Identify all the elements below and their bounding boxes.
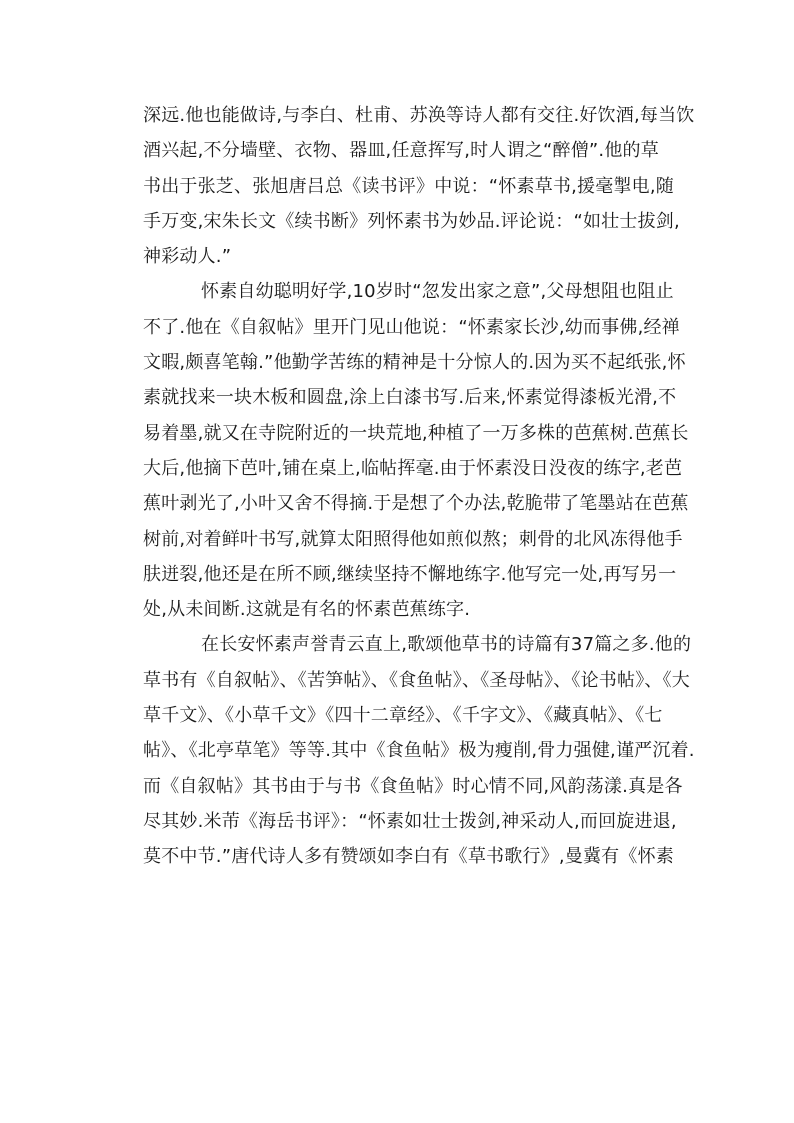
text-line: 神彩动人.” — [143, 246, 232, 268]
text-line: 酒兴起,不分墙壁、衣物、器皿,任意挥写,时人谓之“醉僧”.他的草 — [143, 140, 659, 162]
text-line: 树前,对着鲜叶书写,就算太阳照得他如煎似熬；刺骨的北风冻得他手 — [143, 528, 683, 550]
text-line: 处,从未间断.这就是有名的怀素芭蕉练字. — [143, 599, 471, 621]
text-line: 深远.他也能做诗,与李白、杜甫、苏涣等诗人都有交往.好饮酒,每当饮 — [143, 105, 695, 126]
text-line: 蕉叶剥光了,小叶又舍不得摘.于是想了个办法,乾脆带了笔墨站在芭蕉 — [143, 493, 689, 515]
paragraph-first-line: 在长安怀素声誉青云直上,歌颂他草书的诗篇有37篇之多.他的 — [201, 634, 692, 656]
text-line: 尽其妙.米芾《海岳书评》：“怀素如壮士拨剑,神采动人,而回旋进退, — [143, 810, 677, 832]
text-line: 文暇,颇喜笔翰.”他勤学苦练的精神是十分惊人的.因为买不起纸张,怀 — [143, 352, 686, 374]
text-line: 草书有《自叙帖》、《苦笋帖》、《食鱼帖》、《圣母帖》、《论书帖》、《大 — [143, 669, 690, 691]
text-line: 不了.他在《自叙帖》里开门见山他说：“怀素家长沙,幼而事佛,经禅 — [143, 316, 680, 338]
text-line: 肤迸裂,他还是在所不顾,继续坚持不懈地练字.他写完一处,再写另一 — [143, 563, 677, 585]
paragraph-first-line: 怀素自幼聪明好学,10岁时“忽发出家之意”,父母想阻也阻止 — [201, 281, 674, 303]
text-line: 莫不中节.”唐代诗人多有赞颂如李白有《草书歌行》,曼冀有《怀素 — [143, 846, 674, 868]
body-text — [143, 98, 705, 875]
text-line: 书出于张芝、张旭唐吕总《读书评》中说：“怀素草书,援毫掣电,随 — [143, 175, 674, 197]
text-line: 易着墨,就又在寺院附近的一块荒地,种植了一万多株的芭蕉树.芭蕉长 — [143, 422, 689, 444]
text-line: 素就找来一块木板和圆盘,涂上白漆书写.后来,怀素觉得漆板光滑,不 — [143, 387, 677, 409]
text-line: 手万变,宋朱长文《续书断》列怀素书为妙品.评论说：“如壮士拔剑, — [143, 210, 680, 232]
text-line: 而《自叙帖》其书由于与书《食鱼帖》时心情不同,风韵荡漾.真是各 — [143, 775, 683, 797]
text-line: 帖》、《北亭草笔》等等.其中《食鱼帖》极为瘦削,骨力强健,谨严沉着. — [143, 740, 695, 762]
text-line: 草千文》、《小草千文》《四十二章经》、《千字文》、《藏真帖》、《七 — [143, 705, 663, 727]
text-line: 大后,他摘下芭叶,铺在桌上,临帖挥毫.由于怀素没日没夜的练字,老芭 — [143, 457, 683, 479]
